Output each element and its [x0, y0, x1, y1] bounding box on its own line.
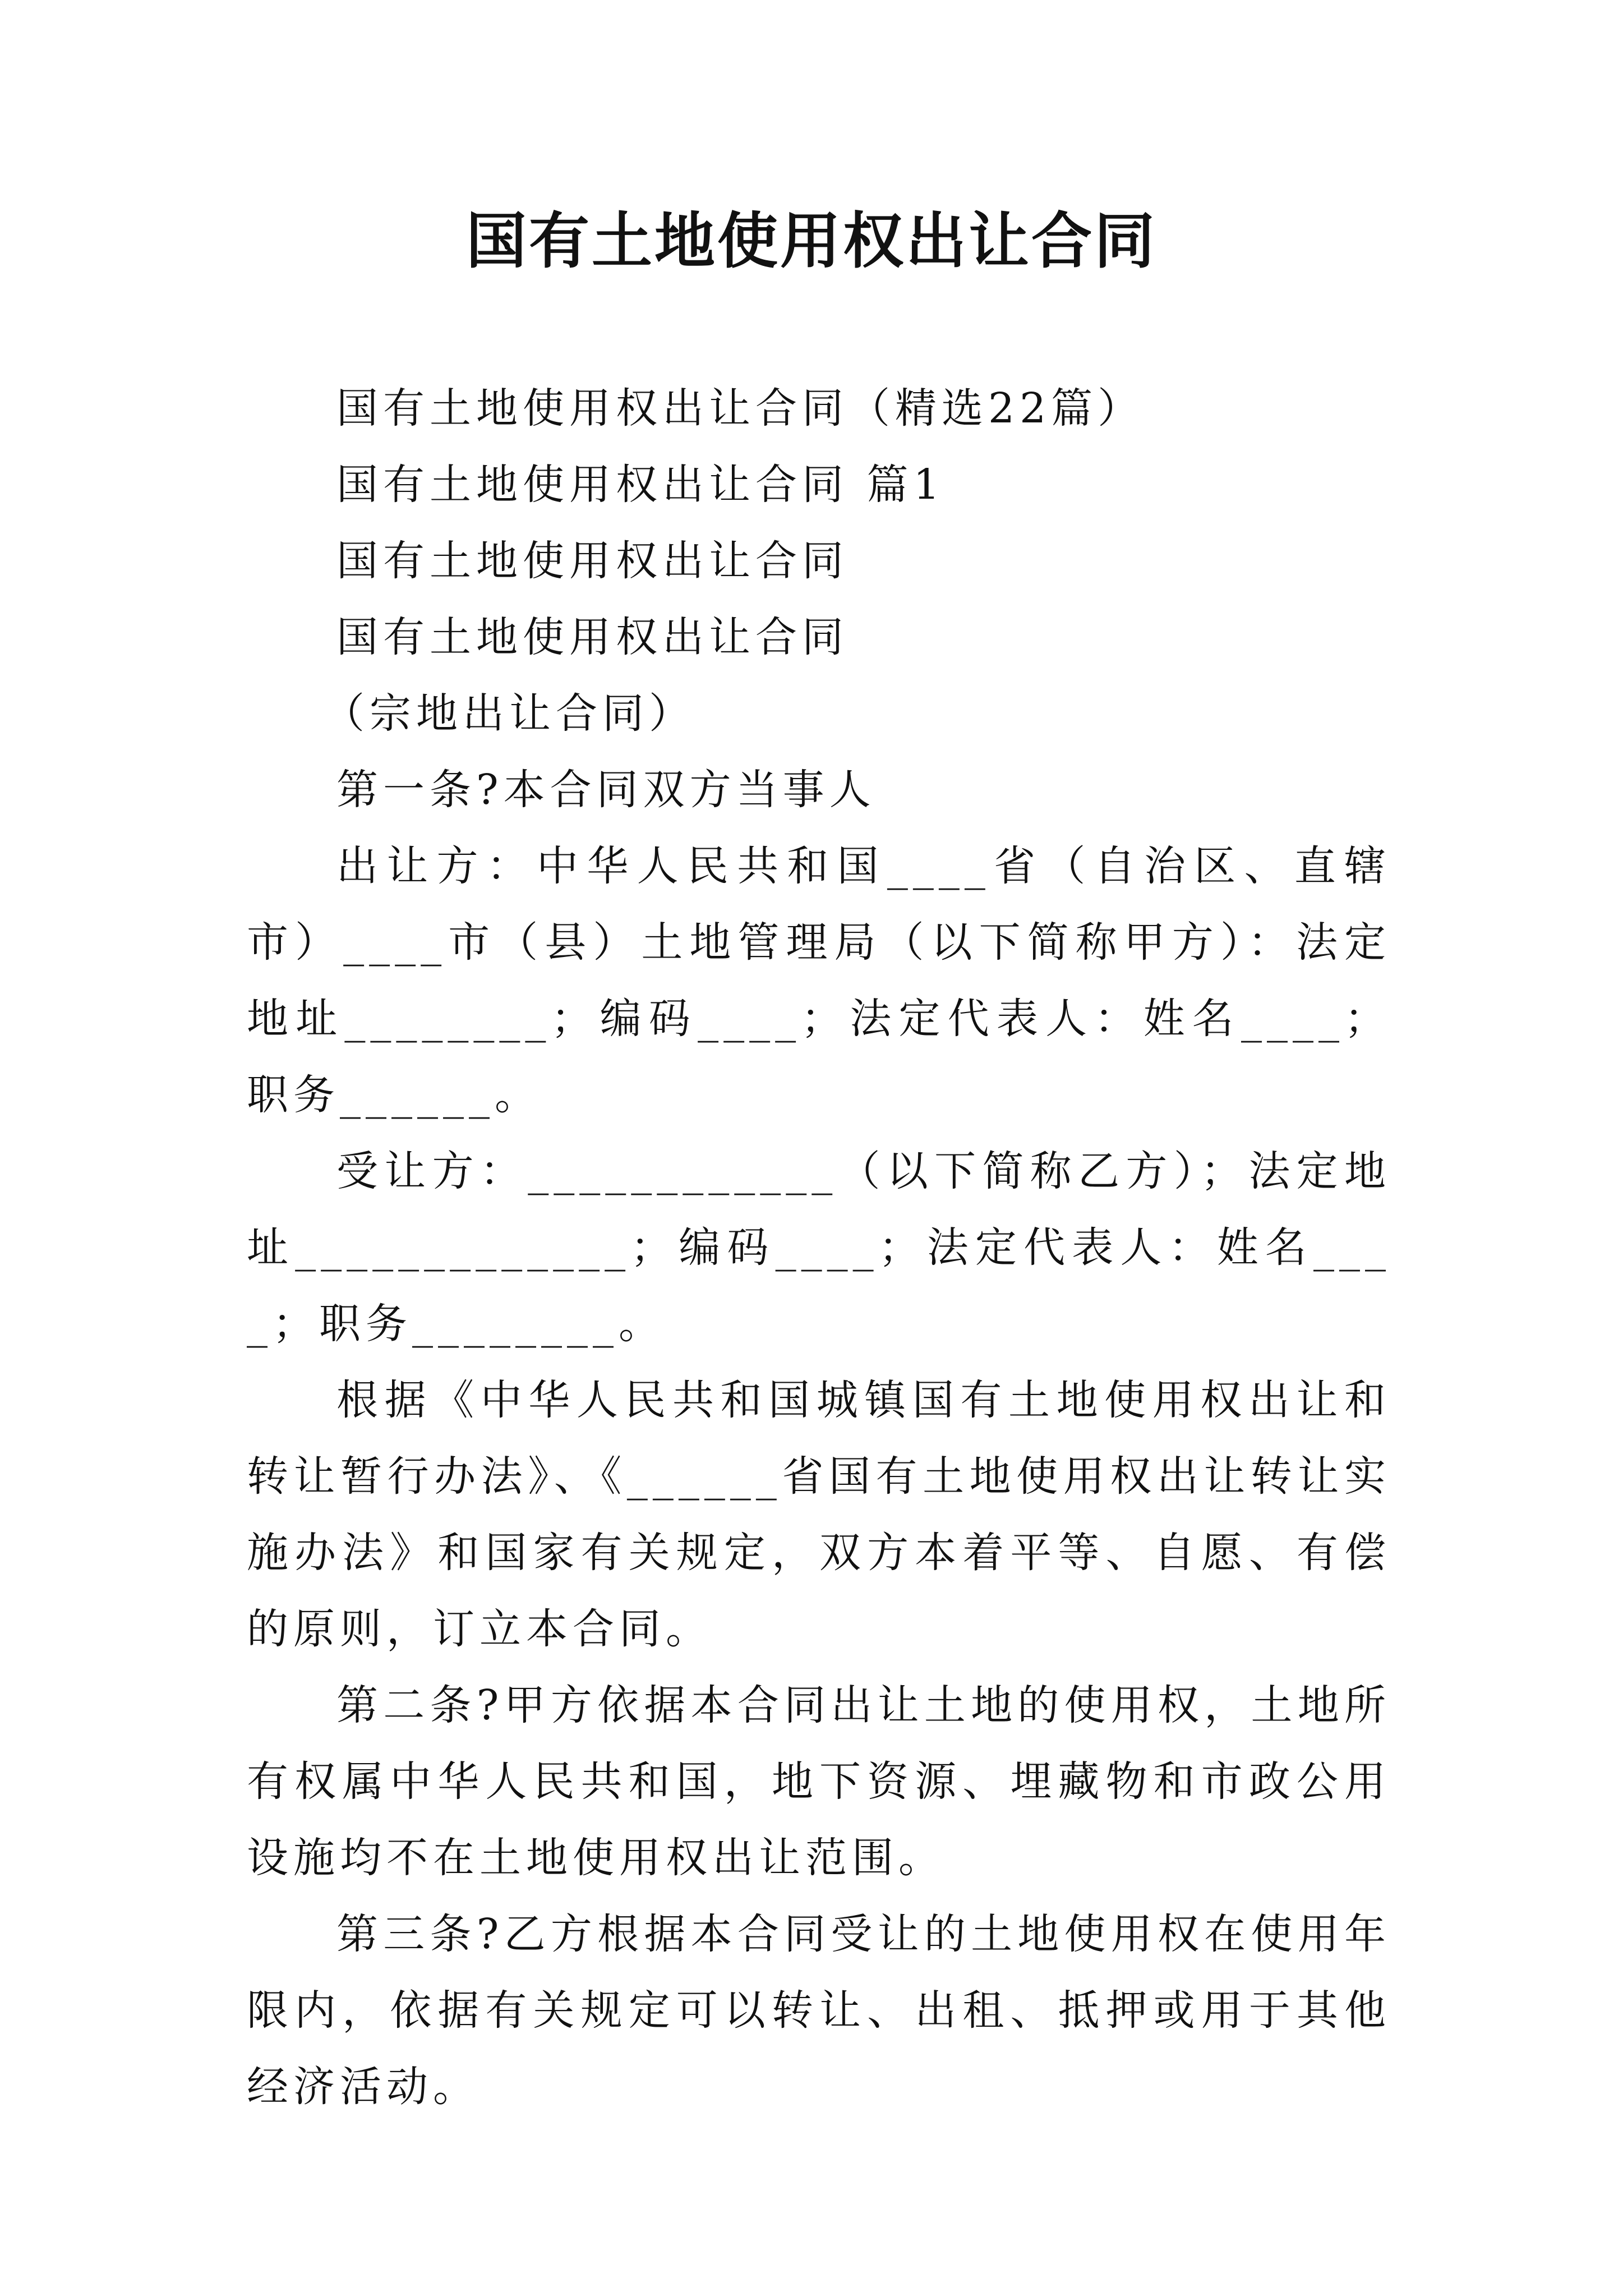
- paragraph-subtitle: 国有土地使用权出让合同（精选22篇）: [336, 384, 1145, 432]
- paragraph-grantor: 出让方：中华人民共和国____省（自治区、直辖市）____市（县）土地管理局（以下简称甲方）：法定地址________；编码____；法定代表人：姓名____；职务______。: [247, 842, 1391, 1119]
- paragraph-article-1: 第一条?本合同双方当事人: [336, 766, 876, 814]
- paragraph-legal-basis: 根据《中华人民共和国城镇国有土地使用权出让和转让暂行办法》、《______省国有土地使用权出让转让实施办法》和国家有关规定，双方本着平等、自愿、有偿的原则，订立本合同。: [247, 1376, 1391, 1653]
- paragraph-contract-type: （宗地出让合同）: [323, 689, 695, 738]
- paragraph-contract-name: 国有土地使用权出让合同: [336, 537, 849, 585]
- paragraph-grantee: 受让方：____________（以下简称乙方）；法定地址_____________；编码____；法定代表人：姓名____；职务________。: [247, 1147, 1391, 1348]
- document-body: [247, 370, 1391, 2125]
- paragraph-article-2: 第二条?甲方依据本合同出让土地的使用权，土地所有权属中华人民共和国，地下资源、埋藏物和市政公用设施均不在土地使用权出让范围。: [247, 1681, 1391, 1882]
- document-title: 国有土地使用权出让合同: [465, 206, 1157, 277]
- paragraph-contract-name-repeat: 国有土地使用权出让合同: [336, 613, 849, 661]
- paragraph-section-heading: 国有土地使用权出让合同 篇1: [336, 461, 945, 509]
- paragraph-article-3: 第三条?乙方根据本合同受让的土地使用权在使用年限内，依据有关规定可以转让、出租、抵押或用于其他经济活动。: [247, 1910, 1391, 2111]
